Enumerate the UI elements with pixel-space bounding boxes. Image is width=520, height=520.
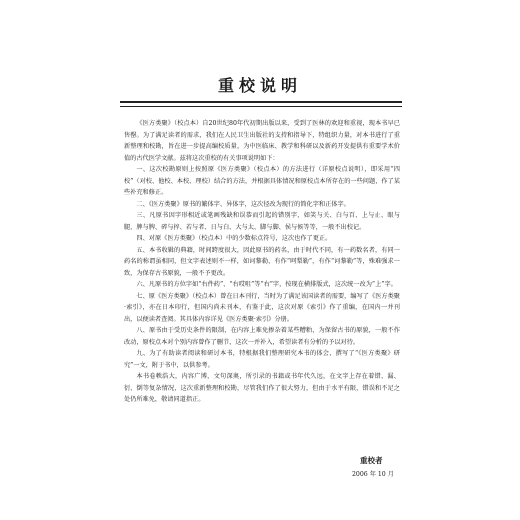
title-rule-thick [120,101,402,103]
paragraph-item-5: 五、本书收辑的典籍，时间跨度很大，因此原书的药名，由于时代不同，有一药数名者，有同一药名的称谓虽相同，但文字表述则不一样，如诃黎勒，有作“呵梨勒”，有作“诃黎勒”等，殊难强求一致，为保存古书原貌，一般不予更改。 [124,246,400,277]
date: 2006 年 10 月 [352,471,394,478]
paragraph-item-2: 二、《医方类聚》原书的繁体字、异体字，这次径改为现行的简化字和正体字。 [136,200,350,208]
paragraph-item-1: 一、这次校勘原则上按照原《医方类聚》（校点本）的方法进行（详原校点说明），即采用“四校”（对校、他校、本校、理校）结合的方法，并根据具体情况和原校点本所存在的一些问题，作了某些补充和修正。 [124,166,400,196]
paragraph-item-4: 四、对原《医方类聚》（校点本）中的少数标点符号，这次也作了更正。 [136,235,332,242]
paragraph-item-7: 七、原《医方类聚》（校点本）曾在日本刊行，当时为了满足该国读者的需要，编写了《医方类聚·索引》，亦在日本印行，但国内尚未刊本，有鉴于此，这次对原《索引》作了重编，在国内一并刊出，以便读者查阅。其具体内容详见《医方类聚·索引》分册。 [124,292,400,323]
paragraph-intro: 《医方类聚》（校点本）自20世纪80年代初期出版以来，受到了医林的欢迎和重视，现本书早已售罄。为了满足读者的需求，我们在人民卫生出版社的支持和指导下，特组织力量，对本书进行了重新整理和校勘，旨在进一步提高编校质量，为中医临床、教学和科研以及新药开发提供有重要学术价值的古代医学文献。兹将这次重校的有关事项说明如下： [124,120,400,162]
document-body [124,118,400,406]
paragraph-item-8: 八、原书由于受历史条件的限制，在内容上难免掺杂着某些糟粕，为保留古书的原貌，一般不作改动，原校点本对个别内容曾作了删节，这次一并补入，希望读者有分析的予以对待。 [124,327,400,346]
paragraph-item-9: 九、为了有助读者阅读和研讨本书，特根据我们整理研究本书的体会，撰写了“《医方类聚》研究”一文，附于书中，以供参考。 [124,350,400,369]
paragraph-item-3: 三、凡原书因字形相近或笔画残缺和误恭而引起的错别字，如笑与关、白与百、上与止、眼与腿、脾与脾、碎与捽、若与者、日与白、大与太、脚与脚、侯与候等等，一般不出校记。 [124,212,400,231]
title-rule-thin [120,106,402,107]
document-title: 重校说明 [217,76,302,95]
signature: 重校者 [360,456,383,465]
paragraph-item-6: 六、凡原书的方位字如“右件药”、“右哎咀”等“右”字，按现在横排版式，这次统一改为“上”字。 [136,281,397,288]
paragraph-closing: 本书卷帙浩大，内容广博，文句深奥，所引录的书籍或书年代久远，在文字上存在着错、漏、衍、倒等复杂情况，这次重新整理和校勘，尽管我们作了很大努力，但由于水平有限，错误和不足之处仍所难免，敬请同道指正。 [124,373,400,403]
